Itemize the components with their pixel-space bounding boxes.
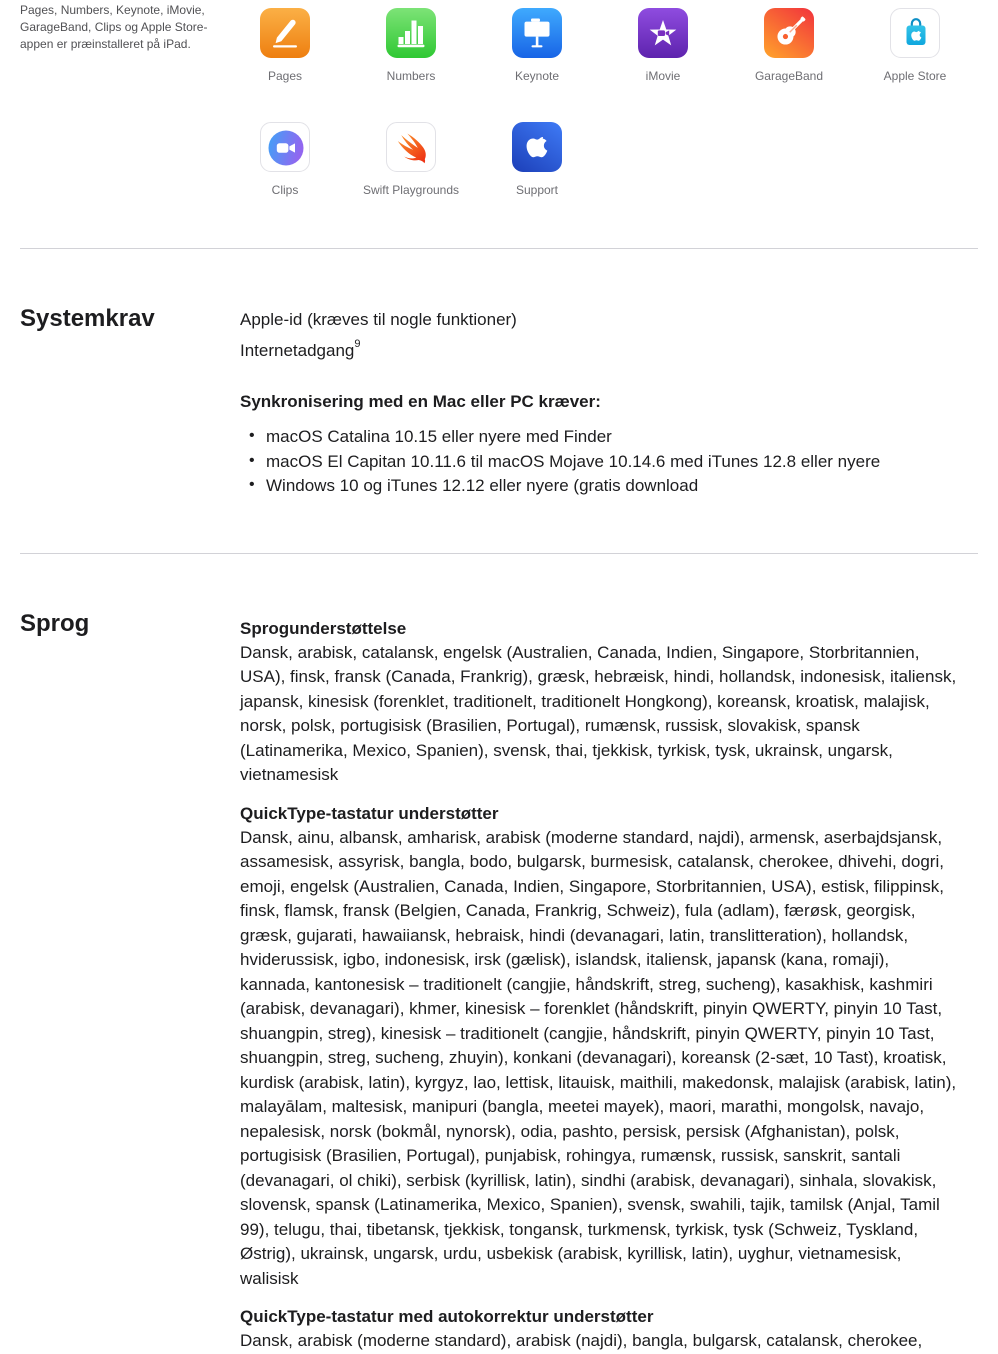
lectern-icon [512, 8, 562, 58]
list-item: • macOS El Capitan 10.11.6 til macOS Mojave 10.14.6 med iTunes 12.8 eller nyere [249, 450, 958, 475]
shopping-bag-apple-icon [891, 9, 940, 58]
sprog-content [240, 554, 958, 1354]
sync-requirements-heading: Synkronisering med en Mac eller PC kræver: [240, 392, 601, 411]
apple-logo-icon [512, 122, 562, 172]
language-support-title: Sprogunderstøttelse [240, 618, 407, 638]
language-support-block [240, 616, 958, 788]
sprog-heading-col [0, 554, 240, 638]
apple-store-app-icon [890, 8, 940, 58]
quicktype-support-body: Dansk, ainu, albansk, amharisk, arabisk (moderne standard, najdi), armensk, aserbajdsjansk, assamesisk, assyrisk, bangla, bodo, bulgarsk, burmesisk, catalansk, cherokee, dhivehi, dogri, emoji, engelsk (Australien, Canada, Indien, Singapore, Storbritannien, USA), estisk, filippinsk, finsk, flamsk, fransk (Belgien, Canada, Frankrig, Schweiz), fula (adlam), færøsk, georgisk, græsk, gujarati, hawaiiansk, hebraisk, hindi (devanagari, latin, translitteration), hollandsk, hviderussisk, igbo, indonesisk, irsk (gælisk), islandsk, italiensk, japansk (kana, romaji), kannada, kantonesisk – traditionelt (cangjie, håndskrift, streg, sucheng), kasakhisk, kashmiri (arabisk, devanagari), khmer, kinesisk – forenklet (håndskrift, pinyin QWERTY, pinyin 10 Tast, shuangpin, streg), kinesisk – traditionelt (cangjie, håndskrift, pinyin QWERTY, pinyin 10 Tast, shuangpin, streg, sucheng, zhuyin), konkani (devanagari), koreansk (2-sæt, 10 Tast), kroatisk, kurdisk (arabisk, latin), kyrgyz, lao, lettisk, litauisk, maithili, makedonsk, malajisk (arabisk, latin), malayālam, maltesisk, manipuri (bangla, meetei mayek), maori, marathi, mongolsk, navajo, nepalesisk, norsk (bokmål, nynorsk), odia, pashto, persisk, persisk (Afghanistan), polsk, portugisisk (Brasilien, Portugal), punjabisk, rohingya, rumænsk, russisk, sanskrit, santali (devanagari, ol chiki), serbisk (kyrillisk, latin), sindhi (arabisk, devanagari), sinhala, slovakisk, slovensk, spansk (Latinamerika, Mexico, Spanien), svensk, swahili, tajik, tamilsk (Anjal, Tamil 99), telugu, thai, tibetansk, tjekkisk, tongansk, turkmensk, tyrkisk, tysk (Schweiz, Tyskland, Østrig), ukrainsk, ungarsk, urdu, usbekisk (arabisk, kyrillisk, latin), uyghur, vietnamesisk, walisisk [240, 827, 957, 1288]
systemkrav-heading-col [0, 249, 240, 333]
app-label: Keynote [514, 69, 560, 83]
clips-app-icon [260, 122, 310, 172]
app-icons-grid [222, 0, 978, 198]
star-video-icon [638, 8, 688, 58]
bar-chart-icon [386, 8, 436, 58]
app-label: Numbers [386, 69, 436, 83]
sync-requirements-list [240, 425, 958, 499]
pages-app-icon [260, 8, 310, 58]
swift-playgrounds-app-icon [386, 122, 436, 172]
app-cell-keynote [474, 8, 600, 84]
quicktype-support-block [240, 801, 958, 1292]
app-label: Pages [267, 69, 303, 83]
video-camera-icon [261, 123, 310, 172]
quicktype-autocorrect-title: QuickType-tastatur med autokorrektur understøtter [240, 1307, 654, 1326]
app-cell-numbers [348, 8, 474, 84]
app-label: Support [515, 183, 559, 197]
sprog-heading: Sprog [20, 609, 90, 637]
systemkrav-content [240, 249, 958, 499]
swift-bird-icon [387, 123, 436, 172]
systemkrav-section [0, 249, 998, 553]
imovie-app-icon [638, 8, 688, 58]
internet-label: Internetadgang [240, 341, 355, 360]
apple-id-requirement: Apple-id (kræves til nogle funktioner) [240, 310, 517, 329]
app-cell-pages [222, 8, 348, 84]
footnote-9-link[interactable]: 9 [354, 338, 361, 350]
app-label: Apple Store [883, 69, 947, 83]
internet-requirement [240, 338, 958, 363]
preinstalled-note: Pages, Numbers, Keynote, iMovie, GarageBand, Clips og Apple Store-appen er præinstalleret på iPad. [20, 3, 208, 51]
app-label: Swift Playgrounds [362, 183, 460, 197]
app-cell-swift-playgrounds [348, 122, 474, 198]
list-item: • macOS Catalina 10.15 eller nyere med Finder [249, 425, 958, 450]
app-cell-apple-store [852, 8, 978, 84]
app-cell-clips [222, 122, 348, 198]
systemkrav-heading: Systemkrav [20, 305, 155, 332]
sprog-section [0, 554, 998, 1354]
quicktype-support-title: QuickType-tastatur understøtter [240, 803, 499, 823]
app-cell-imovie [600, 8, 726, 84]
preinstalled-apps-section [0, 0, 998, 248]
quicktype-autocorrect-block [240, 1304, 958, 1354]
app-label: GarageBand [754, 69, 824, 83]
app-icons-row-2 [222, 122, 978, 198]
language-support-body: Dansk, arabisk, catalansk, engelsk (Australien, Canada, Indien, Singapore, Storbritannien, USA), finsk, fransk (Canada, Frankrig), græsk, hebræisk, hindi, hollandsk, indonesisk, italiensk, japansk, kinesisk (forenklet, traditionelt, traditionelt Hongkong), koreansk, kroatisk, malajisk, norsk, polsk, portugisisk (Brasilien, Portugal), rumænsk, russisk, slovakisk, spansk (Latinamerika, Mexico, Spanien), svensk, thai, tjekkisk, tyrkisk, tysk, ukrainsk, ungarsk, vietnamesisk [240, 642, 957, 784]
quicktype-autocorrect-body: Dansk, arabisk (moderne standard), arabisk (najdi), bangla, bulgarsk, catalansk, cherokee, [240, 1331, 923, 1350]
list-item: • Windows 10 og iTunes 12.12 eller nyere (gratis download [249, 474, 958, 499]
numbers-app-icon [386, 8, 436, 58]
app-cell-garageband [726, 8, 852, 84]
support-app-icon [512, 122, 562, 172]
keynote-app-icon [512, 8, 562, 58]
pencil-icon [260, 8, 310, 58]
guitar-icon [764, 8, 814, 58]
app-icons-row-1 [222, 8, 978, 84]
garageband-app-icon [764, 8, 814, 58]
app-cell-support [474, 122, 600, 198]
app-label: Clips [271, 183, 299, 197]
app-label: iMovie [645, 69, 681, 83]
